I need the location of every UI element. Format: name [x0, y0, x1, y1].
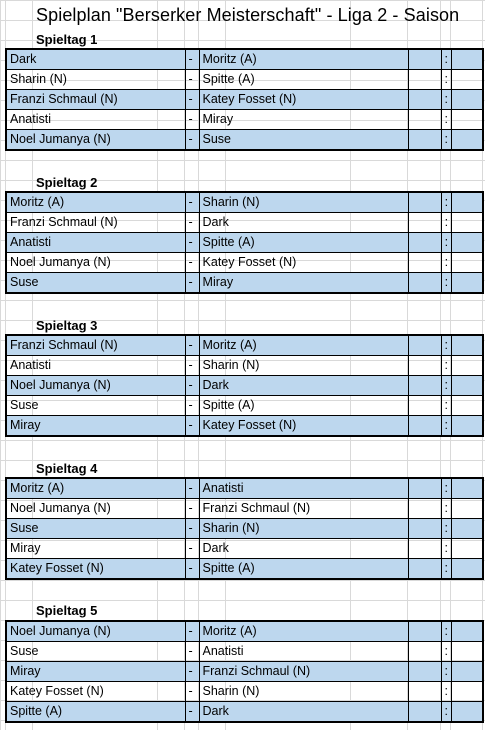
separator-cell[interactable]: - [185, 253, 199, 273]
away-team-cell[interactable]: Spitte (A) [199, 559, 408, 580]
match-row [6, 539, 483, 559]
separator-cell[interactable]: - [185, 416, 199, 437]
home-team-cell[interactable]: Noel Jumanya (N) [6, 130, 185, 151]
separator-cell[interactable]: - [185, 702, 199, 723]
away-team-cell[interactable]: Dark [199, 702, 408, 723]
separator-cell[interactable]: - [185, 110, 199, 130]
score-separator-cell[interactable]: : [441, 273, 451, 294]
score-separator-cell[interactable]: : [441, 702, 451, 723]
away-team-cell[interactable]: Sharin (N) [199, 682, 408, 702]
score-away-cell[interactable] [451, 356, 483, 376]
match-row [6, 559, 483, 580]
score-away-cell[interactable] [451, 519, 483, 539]
separator-cell[interactable]: - [185, 642, 199, 662]
score-separator-cell[interactable]: : [441, 335, 451, 356]
score-separator-cell[interactable]: : [441, 356, 451, 376]
score-separator-cell[interactable]: : [441, 478, 451, 499]
score-away-cell[interactable] [451, 478, 483, 499]
home-team-cell[interactable]: Noel Jumanya (N) [6, 621, 185, 642]
away-team-cell[interactable]: Sharin (N) [199, 356, 408, 376]
match-row [6, 356, 483, 376]
score-separator-cell[interactable]: : [441, 192, 451, 213]
separator-cell[interactable]: - [185, 478, 199, 499]
score-home-cell[interactable] [408, 192, 441, 213]
separator-cell[interactable]: - [185, 356, 199, 376]
separator-cell[interactable]: - [185, 233, 199, 253]
score-home-cell[interactable] [408, 621, 441, 642]
away-team-cell[interactable]: Spitte (A) [199, 233, 408, 253]
score-away-cell[interactable] [451, 213, 483, 233]
score-home-cell[interactable] [408, 559, 441, 580]
score-away-cell[interactable] [451, 682, 483, 702]
separator-cell[interactable]: - [185, 273, 199, 294]
separator-cell[interactable]: - [185, 49, 199, 70]
home-team-cell[interactable]: Anatisti [6, 356, 185, 376]
score-home-cell[interactable] [408, 49, 441, 70]
separator-cell[interactable]: - [185, 130, 199, 151]
separator-cell[interactable]: - [185, 539, 199, 559]
home-team-cell[interactable]: Noel Jumanya (N) [6, 253, 185, 273]
matchday-label: Spieltag 5 [36, 603, 98, 618]
separator-cell[interactable]: - [185, 396, 199, 416]
matchday-table [5, 620, 484, 723]
score-separator-cell[interactable]: : [441, 253, 451, 273]
away-team-cell[interactable]: Spitte (A) [199, 70, 408, 90]
away-team-cell[interactable]: Katey Fosset (N) [199, 253, 408, 273]
score-away-cell[interactable] [451, 273, 483, 294]
score-home-cell[interactable] [408, 356, 441, 376]
score-home-cell[interactable] [408, 130, 441, 151]
separator-cell[interactable]: - [185, 682, 199, 702]
match-row [6, 110, 483, 130]
away-team-cell[interactable]: Sharin (N) [199, 519, 408, 539]
home-team-cell[interactable]: Suse [6, 519, 185, 539]
score-home-cell[interactable] [408, 213, 441, 233]
score-separator-cell[interactable]: : [441, 70, 451, 90]
matchday-label: Spieltag 1 [36, 32, 98, 47]
score-separator-cell[interactable]: : [441, 682, 451, 702]
score-away-cell[interactable] [451, 90, 483, 110]
away-team-cell[interactable]: Katey Fosset (N) [199, 90, 408, 110]
match-row [6, 416, 483, 437]
score-away-cell[interactable] [451, 539, 483, 559]
matchday-label: Spieltag 3 [36, 318, 98, 333]
score-away-cell[interactable] [451, 335, 483, 356]
away-team-cell[interactable]: Moritz (A) [199, 49, 408, 70]
home-team-cell[interactable]: Suse [6, 642, 185, 662]
score-home-cell[interactable] [408, 539, 441, 559]
home-team-cell[interactable]: Noel Jumanya (N) [6, 376, 185, 396]
away-team-cell[interactable]: Franzi Schmaul (N) [199, 499, 408, 519]
score-separator-cell[interactable]: : [441, 662, 451, 682]
match-row [6, 192, 483, 213]
score-separator-cell[interactable]: : [441, 396, 451, 416]
match-row [6, 253, 483, 273]
match-row [6, 499, 483, 519]
page-title: Spielplan "Berserker Meisterschaft" - Liga 2 - Saison [36, 5, 460, 25]
score-home-cell[interactable] [408, 70, 441, 90]
away-team-cell[interactable]: Sharin (N) [199, 192, 408, 213]
matchday-table [5, 477, 484, 580]
match-row [6, 233, 483, 253]
match-row [6, 396, 483, 416]
away-team-cell[interactable]: Dark [199, 213, 408, 233]
score-separator-cell[interactable]: : [441, 233, 451, 253]
score-separator-cell[interactable]: : [441, 416, 451, 437]
away-team-cell[interactable]: Franzi Schmaul (N) [199, 662, 408, 682]
score-away-cell[interactable] [451, 110, 483, 130]
score-separator-cell[interactable]: : [441, 642, 451, 662]
match-row [6, 662, 483, 682]
home-team-cell[interactable]: Franzi Schmaul (N) [6, 335, 185, 356]
score-separator-cell[interactable]: : [441, 376, 451, 396]
home-team-cell[interactable]: Suse [6, 396, 185, 416]
score-home-cell[interactable] [408, 416, 441, 437]
away-team-cell[interactable]: Anatisti [199, 642, 408, 662]
score-away-cell[interactable] [451, 642, 483, 662]
away-team-cell[interactable]: Dark [199, 376, 408, 396]
match-row [6, 478, 483, 499]
score-away-cell[interactable] [451, 49, 483, 70]
home-team-cell[interactable]: Noel Jumanya (N) [6, 499, 185, 519]
matchday-table [5, 334, 484, 437]
score-home-cell[interactable] [408, 702, 441, 723]
score-separator-cell[interactable]: : [441, 499, 451, 519]
home-team-cell[interactable]: Anatisti [6, 110, 185, 130]
score-away-cell[interactable] [451, 192, 483, 213]
match-row [6, 682, 483, 702]
score-away-cell[interactable] [451, 621, 483, 642]
score-separator-cell[interactable]: : [441, 213, 451, 233]
matchday-label: Spieltag 4 [36, 461, 98, 476]
home-team-cell[interactable]: Moritz (A) [6, 478, 185, 499]
away-team-cell[interactable]: Katey Fosset (N) [199, 416, 408, 437]
score-home-cell[interactable] [408, 499, 441, 519]
score-away-cell[interactable] [451, 130, 483, 151]
match-row [6, 642, 483, 662]
score-home-cell[interactable] [408, 90, 441, 110]
home-team-cell[interactable]: Katey Fosset (N) [6, 682, 185, 702]
separator-cell[interactable]: - [185, 662, 199, 682]
match-row [6, 213, 483, 233]
score-home-cell[interactable] [408, 273, 441, 294]
home-team-cell[interactable]: Miray [6, 539, 185, 559]
score-home-cell[interactable] [408, 662, 441, 682]
match-row [6, 273, 483, 294]
score-away-cell[interactable] [451, 416, 483, 437]
score-home-cell[interactable] [408, 110, 441, 130]
match-row [6, 49, 483, 70]
score-away-cell[interactable] [451, 702, 483, 723]
match-row [6, 130, 483, 151]
score-separator-cell[interactable]: : [441, 49, 451, 70]
score-separator-cell[interactable]: : [441, 519, 451, 539]
home-team-cell[interactable]: Miray [6, 662, 185, 682]
score-home-cell[interactable] [408, 253, 441, 273]
away-team-cell[interactable]: Miray [199, 110, 408, 130]
away-team-cell[interactable]: Spitte (A) [199, 396, 408, 416]
match-row [6, 702, 483, 723]
home-team-cell[interactable]: Franzi Schmaul (N) [6, 213, 185, 233]
score-home-cell[interactable] [408, 478, 441, 499]
score-home-cell[interactable] [408, 335, 441, 356]
home-team-cell[interactable]: Sharin (N) [6, 70, 185, 90]
home-team-cell[interactable]: Moritz (A) [6, 192, 185, 213]
match-row [6, 621, 483, 642]
separator-cell[interactable]: - [185, 376, 199, 396]
away-team-cell[interactable]: Moritz (A) [199, 621, 408, 642]
away-team-cell[interactable]: Moritz (A) [199, 335, 408, 356]
score-home-cell[interactable] [408, 396, 441, 416]
separator-cell[interactable]: - [185, 519, 199, 539]
match-row [6, 70, 483, 90]
away-team-cell[interactable]: Suse [199, 130, 408, 151]
score-home-cell[interactable] [408, 233, 441, 253]
matchday-label: Spieltag 2 [36, 175, 98, 190]
score-separator-cell[interactable]: : [441, 621, 451, 642]
separator-cell[interactable]: - [185, 621, 199, 642]
home-team-cell[interactable]: Miray [6, 416, 185, 437]
score-separator-cell[interactable]: : [441, 130, 451, 151]
score-home-cell[interactable] [408, 642, 441, 662]
matchday-table [5, 48, 484, 151]
home-team-cell[interactable]: Franzi Schmaul (N) [6, 90, 185, 110]
score-home-cell[interactable] [408, 376, 441, 396]
away-team-cell[interactable]: Anatisti [199, 478, 408, 499]
separator-cell[interactable]: - [185, 70, 199, 90]
score-home-cell[interactable] [408, 519, 441, 539]
match-row [6, 519, 483, 539]
home-team-cell[interactable]: Anatisti [6, 233, 185, 253]
home-team-cell[interactable]: Katey Fosset (N) [6, 559, 185, 580]
home-team-cell[interactable]: Spitte (A) [6, 702, 185, 723]
separator-cell[interactable]: - [185, 335, 199, 356]
separator-cell[interactable]: - [185, 559, 199, 580]
away-team-cell[interactable]: Dark [199, 539, 408, 559]
home-team-cell[interactable]: Suse [6, 273, 185, 294]
score-separator-cell[interactable]: : [441, 559, 451, 580]
matchday-table [5, 191, 484, 294]
score-separator-cell[interactable]: : [441, 90, 451, 110]
separator-cell[interactable]: - [185, 192, 199, 213]
away-team-cell[interactable]: Miray [199, 273, 408, 294]
score-separator-cell[interactable]: : [441, 539, 451, 559]
score-away-cell[interactable] [451, 559, 483, 580]
match-row [6, 90, 483, 110]
match-row [6, 376, 483, 396]
separator-cell[interactable]: - [185, 90, 199, 110]
score-away-cell[interactable] [451, 396, 483, 416]
match-row [6, 335, 483, 356]
score-away-cell[interactable] [451, 376, 483, 396]
score-separator-cell[interactable]: : [441, 110, 451, 130]
separator-cell[interactable]: - [185, 499, 199, 519]
score-away-cell[interactable] [451, 70, 483, 90]
home-team-cell[interactable]: Dark [6, 49, 185, 70]
score-away-cell[interactable] [451, 499, 483, 519]
separator-cell[interactable]: - [185, 213, 199, 233]
score-away-cell[interactable] [451, 233, 483, 253]
score-away-cell[interactable] [451, 253, 483, 273]
score-home-cell[interactable] [408, 682, 441, 702]
score-away-cell[interactable] [451, 662, 483, 682]
